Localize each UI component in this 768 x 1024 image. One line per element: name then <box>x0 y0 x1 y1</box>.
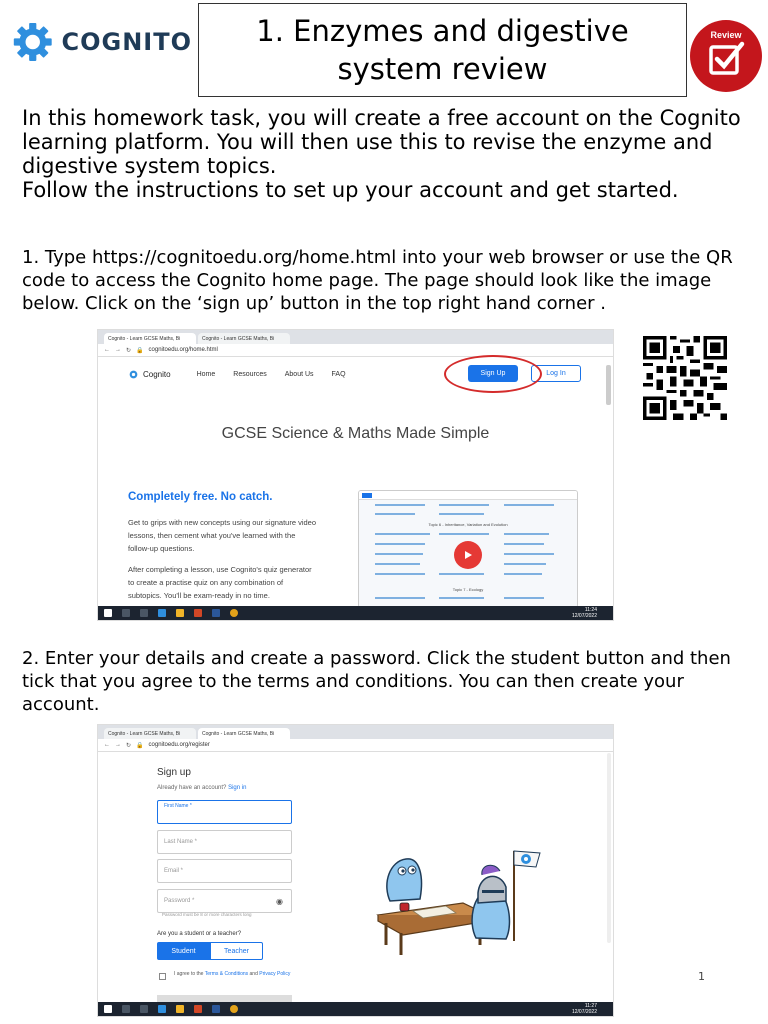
chrome-icon <box>230 1005 238 1013</box>
address-bar <box>98 344 613 357</box>
site-brand <box>128 369 171 380</box>
gear-icon <box>128 369 139 380</box>
video-preview <box>358 490 578 608</box>
folder-icon <box>176 1005 184 1013</box>
cognito-logo <box>12 16 192 68</box>
already-account-text <box>157 785 246 791</box>
search-icon <box>122 609 130 617</box>
page-title: 1. Enzymes and digestive system review <box>198 3 687 97</box>
browser-tab: Cognito - Learn GCSE Maths, Bi <box>104 333 196 344</box>
annotation-circle <box>444 355 542 393</box>
clock-time: 11:24 <box>584 607 597 613</box>
last-name-field: Last Name * <box>157 830 292 854</box>
windows-start-icon <box>104 1005 112 1013</box>
privacy-link: Privacy Policy <box>259 971 291 977</box>
windows-taskbar <box>98 606 613 620</box>
step-2-text: 2. Enter your details and create a password. Click the student button and then tick that you agree to the terms and conditions. You can then create your account. <box>22 648 731 715</box>
checkbox-check-icon <box>706 40 746 78</box>
back-arrow-icon: ← <box>104 742 110 748</box>
teacher-button: Teacher <box>210 942 263 960</box>
review-badge <box>690 20 762 92</box>
back-arrow-icon: ← <box>104 347 110 353</box>
signup-title: Sign up <box>157 767 191 778</box>
word-icon <box>212 609 220 617</box>
search-icon <box>122 1005 130 1013</box>
browser-tab-bar <box>98 725 613 739</box>
lock-icon: 🔒 <box>136 347 144 354</box>
role-question: Are you a student or a teacher? <box>157 931 242 937</box>
windows-taskbar <box>98 1002 613 1016</box>
clock-date: 12/07/2022 <box>571 613 597 619</box>
terms-prefix: I agree to the <box>174 971 204 977</box>
clock-time: 11:27 <box>584 1003 597 1009</box>
password-field <box>157 889 292 913</box>
nav-link-home: Home <box>196 370 216 378</box>
mascot-illustration <box>368 843 548 958</box>
scrollbar <box>606 365 611 405</box>
clock-date: 12/07/2022 <box>571 1009 597 1015</box>
chrome-icon <box>230 609 238 617</box>
edge-icon <box>158 1005 166 1013</box>
intro-line-2: Follow the instructions to set up your account and get started. <box>22 178 679 202</box>
forward-arrow-icon: → <box>115 742 121 748</box>
url-text: cognitoedu.org/register <box>148 742 210 748</box>
gear-icon <box>12 19 53 65</box>
powerpoint-icon <box>194 1005 202 1013</box>
preview-topic-heading: Topic 6 - Inheritance, Variation and Evolution <box>428 522 508 527</box>
reload-icon: ↻ <box>126 742 132 749</box>
intro-line-1: In this homework task, you will create a free account on the Cognito learning platform. You will then use this to revise the enzyme and digestive system topics. <box>22 106 741 178</box>
password-placeholder: Password * <box>164 898 195 904</box>
powerpoint-icon <box>194 609 202 617</box>
hero-headline: GCSE Science & Maths Made Simple <box>221 425 490 442</box>
hero-paragraph-2: After completing a lesson, use Cognito's quiz generator to create a practise quiz on any combination of subtopics. You'll be exam-ready in no time. <box>128 565 312 600</box>
url-text: cognitoedu.org/home.html <box>148 347 218 353</box>
log-in-button: Log In <box>531 365 581 382</box>
homepage-screenshot <box>97 329 614 621</box>
address-bar <box>98 739 613 752</box>
site-brand-name: Cognito <box>143 369 171 379</box>
browser-tab: Cognito - Learn GCSE Maths, Bi <box>104 728 196 739</box>
step-1-text: 1. Type https://cognitoedu.org/home.html into your web browser or use the QR code to access the Cognito home page. The page should look like the image below. Click on the ‘sign up’ button in the top right hand corner . <box>22 247 733 314</box>
terms-and: and <box>249 971 258 977</box>
nav-link-resources: Resources <box>233 370 267 378</box>
preview-topic-heading-2: Topic 7 - Ecology <box>452 587 484 592</box>
terms-text <box>174 970 294 978</box>
taskbar-clock <box>572 607 613 619</box>
play-button-icon <box>454 541 482 569</box>
first-name-field: First Name * <box>157 800 292 824</box>
task-view-icon <box>140 1005 148 1013</box>
email-field: Email * <box>157 859 292 883</box>
nav-link-about: About Us <box>284 370 314 378</box>
qr-code <box>640 336 730 420</box>
page-number: 1 <box>698 970 705 983</box>
windows-start-icon <box>104 609 112 617</box>
nav-link-faq: FAQ <box>331 370 346 378</box>
signup-screenshot <box>97 724 614 1017</box>
scrollbar <box>607 753 611 943</box>
word-icon <box>212 1005 220 1013</box>
eye-off-icon: ◉ <box>276 896 283 906</box>
reload-icon: ↻ <box>126 347 132 354</box>
sign-up-button: Sign Up <box>468 365 518 382</box>
taskbar-clock <box>572 1003 613 1015</box>
logo-text: COGNITO <box>61 28 192 56</box>
task-view-icon <box>140 609 148 617</box>
terms-link: Terms & Conditions <box>204 971 249 977</box>
sign-in-link: Sign in <box>228 785 247 791</box>
browser-tab: Cognito - Learn GCSE Maths, Bi <box>198 728 290 739</box>
terms-checkbox <box>159 973 166 980</box>
edge-icon <box>158 609 166 617</box>
hero-paragraph-1: Get to grips with new concepts using our signature video lessons, then cement what you've learned with the follow-up questions. <box>128 518 317 553</box>
forward-arrow-icon: → <box>115 347 121 353</box>
browser-tab-bar <box>98 330 613 344</box>
lock-icon: 🔒 <box>136 742 144 749</box>
browser-tab: Cognito - Learn GCSE Maths, Bi <box>198 333 290 344</box>
already-account-label: Already have an account? <box>157 785 227 791</box>
review-badge-label: Review <box>710 30 742 40</box>
student-button: Student <box>157 942 210 960</box>
password-hint: Password must be 8 or more characters long <box>162 912 252 917</box>
folder-icon <box>176 609 184 617</box>
intro-text <box>22 106 752 202</box>
hero-subheading: Completely free. No catch. <box>128 491 273 503</box>
site-navbar <box>98 357 613 391</box>
